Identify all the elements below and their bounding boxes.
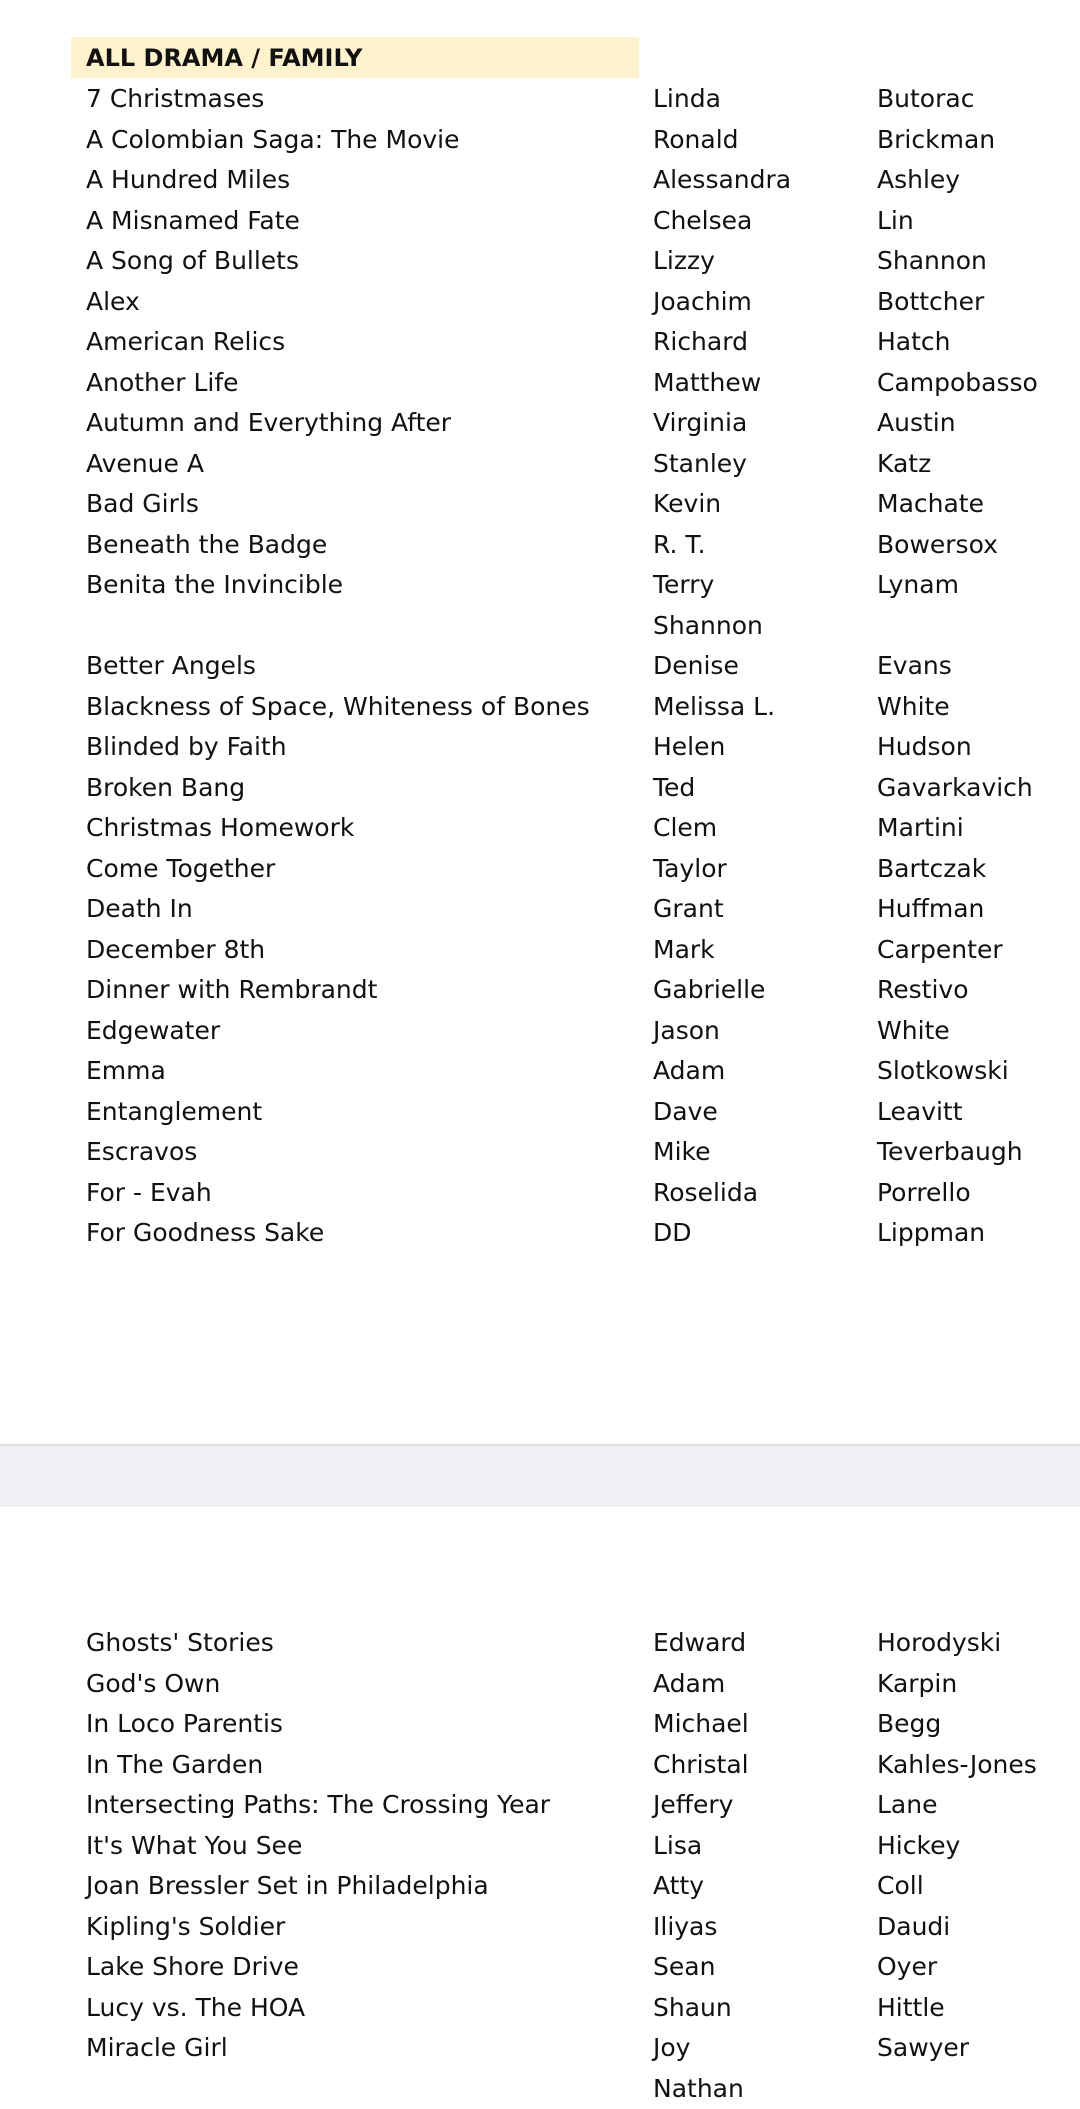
table-row [0, 930, 1080, 970]
table-row [0, 201, 1080, 241]
table-row [0, 889, 1080, 929]
table-row [0, 241, 1080, 281]
film-title: Death In [86, 894, 193, 923]
table-row [0, 525, 1080, 565]
first-name: Richard [653, 327, 748, 356]
last-name [877, 2069, 1077, 2109]
table-row [0, 1173, 1080, 1213]
last-name: Carpenter [877, 934, 1003, 964]
last-name: Lin [877, 205, 914, 235]
film-title: Beneath the Badge [86, 529, 328, 559]
film-title: Avenue A [86, 448, 204, 478]
table-row [0, 2069, 1080, 2109]
first-name: Edward [653, 1628, 747, 1657]
first-name: Terry [653, 570, 715, 599]
film-title [86, 2069, 636, 2109]
last-name: Katz [877, 448, 932, 478]
table-row [0, 1988, 1080, 2028]
section-header: ALL DRAMA / FAMILY [71, 37, 639, 78]
table-row [0, 322, 1080, 362]
last-name: Lippman [877, 1218, 986, 1247]
last-name: Oyer [877, 1952, 938, 1981]
table-row [0, 606, 1080, 646]
first-name: Iliyas [653, 1911, 718, 1941]
table-row [0, 403, 1080, 443]
last-name: Sawyer [877, 2033, 970, 2062]
first-name: Melissa L. [653, 691, 776, 721]
table-row [0, 363, 1080, 403]
film-title: God's Own [86, 1668, 221, 1698]
first-name: Kevin [653, 489, 722, 518]
table-row [0, 1745, 1080, 1785]
last-name: Machate [877, 489, 984, 518]
first-name: Sean [653, 1952, 716, 1981]
table-row [0, 160, 1080, 200]
last-name: Martini [877, 813, 964, 842]
table-row [0, 282, 1080, 322]
table-row [0, 1866, 1080, 1906]
film-title: Dinner with Rembrandt [86, 975, 378, 1004]
last-name: Leavitt [877, 1096, 963, 1126]
film-title: Escravos [86, 1137, 198, 1166]
last-name: Restivo [877, 975, 969, 1004]
table-row [0, 1213, 1080, 1253]
last-name: Kahles-Jones [877, 1749, 1037, 1779]
first-name: Clem [653, 813, 718, 842]
table-row [0, 1132, 1080, 1172]
last-name: Austin [877, 408, 956, 437]
table-row [0, 79, 1080, 119]
last-name: Lane [877, 1790, 938, 1819]
table-row [0, 2028, 1080, 2068]
first-name: Helen [653, 732, 726, 761]
last-name: Bartczak [877, 853, 987, 883]
film-title: Ghosts' Stories [86, 1628, 274, 1657]
film-title: Autumn and Everything After [86, 408, 452, 437]
last-name: Begg [877, 1709, 942, 1738]
first-name: Dave [653, 1096, 718, 1126]
last-name: Bottcher [877, 286, 985, 316]
table-row [0, 1092, 1080, 1132]
first-name: Christal [653, 1749, 749, 1779]
first-name: Linda [653, 84, 721, 113]
last-name: Karpin [877, 1668, 958, 1698]
table-row [0, 1947, 1080, 1987]
last-name: Butorac [877, 84, 975, 113]
first-name: Jeffery [653, 1790, 734, 1819]
page-break [0, 1444, 1080, 1506]
table-row [0, 484, 1080, 524]
table-row [0, 1051, 1080, 1091]
table-row [0, 646, 1080, 686]
first-name: Mike [653, 1137, 711, 1166]
first-name: Chelsea [653, 205, 753, 235]
film-title: A Hundred Miles [86, 165, 291, 194]
first-name: Ted [653, 772, 696, 802]
last-name: Shannon [877, 246, 987, 275]
first-name: Taylor [653, 853, 727, 883]
table-row [0, 768, 1080, 808]
first-name: Mark [653, 934, 715, 964]
table-row [0, 1785, 1080, 1825]
first-name: Grant [653, 894, 724, 923]
first-name: Stanley [653, 448, 747, 478]
first-name: Lizzy [653, 246, 715, 275]
first-name: DD [653, 1218, 692, 1247]
table-row [0, 1011, 1080, 1051]
first-name: R. T. [653, 529, 706, 559]
film-title: A Misnamed Fate [86, 205, 300, 235]
last-name: Ashley [877, 165, 961, 194]
first-name: Joy [653, 2033, 691, 2062]
film-title: Another Life [86, 367, 239, 397]
last-name: Brickman [877, 124, 996, 154]
table-row [0, 120, 1080, 160]
film-title: Christmas Homework [86, 813, 355, 842]
film-title: Lake Shore Drive [86, 1952, 299, 1981]
first-name: Gabrielle [653, 975, 766, 1004]
film-title: Entanglement [86, 1096, 263, 1126]
last-name: Hickey [877, 1830, 961, 1860]
first-name: Shannon [653, 610, 763, 640]
film-title: For - Evah [86, 1177, 212, 1207]
table-row [0, 1826, 1080, 1866]
last-name: Hudson [877, 732, 972, 761]
last-name: Hatch [877, 327, 951, 356]
last-name: Bowersox [877, 529, 998, 559]
last-name: Teverbaugh [877, 1137, 1023, 1166]
document-page-2 [0, 1506, 1080, 2103]
first-name: Matthew [653, 367, 762, 397]
first-name: Nathan [653, 2073, 744, 2103]
table-row [0, 808, 1080, 848]
film-title: Broken Bang [86, 772, 246, 802]
first-name: Adam [653, 1056, 726, 1085]
table-row [0, 687, 1080, 727]
film-title: Kipling's Soldier [86, 1911, 286, 1941]
film-title: Blinded by Faith [86, 732, 287, 761]
last-name: Evans [877, 651, 952, 680]
table-row [0, 1664, 1080, 1704]
table-row [0, 565, 1080, 605]
film-title: A Song of Bullets [86, 246, 300, 275]
table-row [0, 1907, 1080, 1947]
first-name: Jason [653, 1015, 720, 1045]
last-name [877, 606, 1077, 646]
first-name: Atty [653, 1871, 705, 1900]
film-title: 7 Christmases [86, 84, 265, 113]
film-title: Joan Bressler Set in Philadelphia [86, 1871, 489, 1900]
table-row [0, 849, 1080, 889]
first-name: Michael [653, 1709, 749, 1738]
film-title: American Relics [86, 327, 286, 356]
last-name: Coll [877, 1871, 924, 1900]
film-title: Intersecting Paths: The Crossing Year [86, 1790, 551, 1819]
film-title: Blackness of Space, Whiteness of Bones [86, 691, 590, 721]
last-name: Hittle [877, 1992, 945, 2022]
film-title: Miracle Girl [86, 2033, 228, 2062]
last-name: Gavarkavich [877, 772, 1033, 802]
table-row [0, 727, 1080, 767]
film-title: Come Together [86, 853, 276, 883]
last-name: Lynam [877, 570, 959, 599]
film-title: Lucy vs. The HOA [86, 1992, 306, 2022]
film-title: December 8th [86, 934, 266, 964]
last-name: Horodyski [877, 1628, 1002, 1657]
first-name: Lisa [653, 1830, 703, 1860]
first-name: Roselida [653, 1177, 759, 1207]
film-title: Alex [86, 286, 140, 316]
film-title [86, 606, 636, 646]
film-title: For Goodness Sake [86, 1218, 325, 1247]
last-name: Huffman [877, 894, 985, 923]
last-name: Campobasso [877, 367, 1038, 397]
first-name: Joachim [653, 286, 752, 316]
film-title: In Loco Parentis [86, 1709, 283, 1738]
first-name: Shaun [653, 1992, 732, 2022]
first-name: Ronald [653, 124, 739, 154]
film-title: In The Garden [86, 1749, 264, 1779]
film-title: Better Angels [86, 651, 256, 680]
last-name: Slotkowski [877, 1056, 1009, 1085]
table-row [0, 444, 1080, 484]
first-name: Alessandra [653, 165, 792, 194]
last-name: Daudi [877, 1911, 951, 1941]
film-title: A Colombian Saga: The Movie [86, 124, 460, 154]
film-title: Edgewater [86, 1015, 221, 1045]
table-row [0, 970, 1080, 1010]
last-name: White [877, 691, 950, 721]
table-row [0, 1623, 1080, 1663]
last-name: Porrello [877, 1177, 971, 1207]
first-name: Adam [653, 1668, 726, 1698]
film-title: Benita the Invincible [86, 570, 344, 599]
first-name: Denise [653, 651, 739, 680]
film-title: Emma [86, 1056, 166, 1085]
film-title: Bad Girls [86, 489, 199, 518]
last-name: White [877, 1015, 950, 1045]
film-title: It's What You See [86, 1830, 303, 1860]
table-row [0, 1704, 1080, 1744]
first-name: Virginia [653, 408, 748, 437]
